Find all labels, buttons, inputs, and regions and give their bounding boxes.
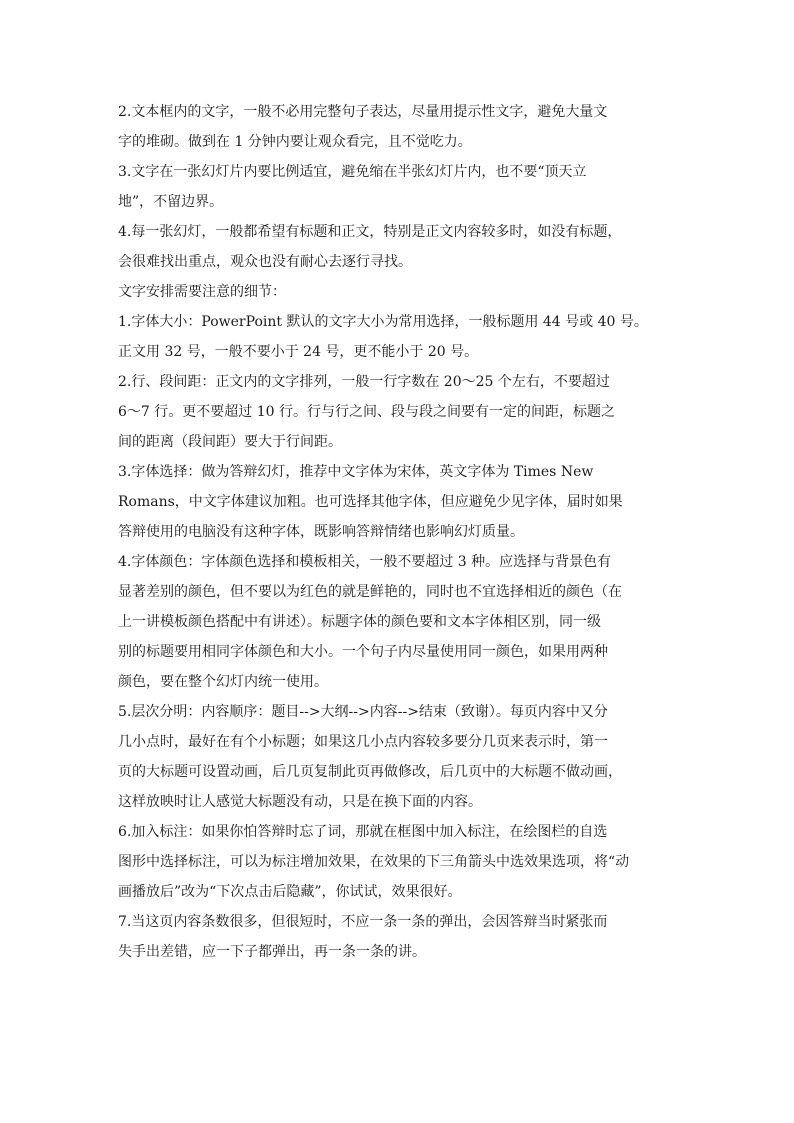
- text-line: 4.每一张幻灯，一般都希望有标题和正文，特别是正文内容较多时，如没有标题，: [118, 224, 622, 240]
- text-line: 6.加入标注：如果你怕答辩时忘了词，那就在框图中加入标注，在绘图栏的自选: [118, 824, 608, 840]
- text-line: Romans，中文字体建议加粗。也可选择其他字体，但应避免少见字体，届时如果: [118, 494, 623, 510]
- text-line: 上一讲模板颜色搭配中有讲述）。标题字体的颜色要和文本字体相区别，同一级: [118, 614, 601, 630]
- text-line: 4.字体颜色：字体颜色选择和模板相关，一般不要超过 3 种。应选择与背景色有: [118, 554, 612, 570]
- text-line: 会很难找出重点，观众也没有耐心去逐行寻找。: [118, 254, 412, 270]
- text-line: 1.字体大小：PowerPoint 默认的文字大小为常用选择，一般标题用 44 号或 40 号。: [118, 314, 648, 330]
- text-line: 这样放映时让人感觉大标题没有动，只是在换下面的内容。: [118, 794, 482, 810]
- text-line: 3.文字在一张幻灯片内要比例适宜，避免缩在半张幻灯片内，也不要“顶天立: [118, 164, 587, 180]
- text-line: 7.当这页内容条数很多，但很短时，不应一条一条的弹出，会因答辩当时紧张而: [118, 914, 608, 930]
- text-line: 别的标题要用相同字体颜色和大小。一个句子内尽量使用同一颜色，如果用两种: [118, 644, 608, 660]
- text-line: 显著差别的颜色，但不要以为红色的就是鲜艳的，同时也不宜选择相近的颜色（在: [118, 584, 622, 600]
- text-line: 颜色，要在整个幻灯内统一使用。: [118, 674, 328, 690]
- text-line: 图形中选择标注，可以为标注增加效果，在效果的下三角箭头中选效果选项，将“动: [118, 854, 630, 870]
- text-line: 3.字体选择：做为答辩幻灯，推荐中文字体为宋体，英文字体为 Times New: [118, 464, 594, 480]
- text-line: 页的大标题可设置动画，后几页复制此页再做修改，后几页中的大标题不做动画，: [118, 764, 622, 780]
- section-heading: 文字安排需要注意的细节：: [118, 284, 286, 300]
- text-line: 答辩使用的电脑没有这种字体，既影响答辩情绪也影响幻灯质量。: [118, 524, 524, 540]
- text-line: 地”，不留边界。: [118, 194, 224, 210]
- text-line: 2.文本框内的文字，一般不必用完整句子表达，尽量用提示性文字，避免大量文: [118, 104, 608, 120]
- text-line: 画播放后”改为“下次点击后隐藏”，你试试，效果很好。: [118, 884, 462, 900]
- text-line: 间的距离（段间距）要大于行间距。: [118, 434, 342, 450]
- document-body: [118, 97, 680, 967]
- text-line: 正文用 32 号，一般不要小于 24 号，更不能小于 20 号。: [118, 344, 479, 360]
- text-line: 失手出差错，应一下子都弹出，再一条一条的讲。: [118, 944, 426, 960]
- text-line: 字的堆砌。做到在 1 分钟内要让观众看完，且不觉吃力。: [118, 134, 472, 150]
- text-line: 6～7 行。更不要超过 10 行。行与行之间、段与段之间要有一定的间距，标题之: [118, 404, 615, 420]
- text-line: 5.层次分明：内容顺序：题目-->大纲-->内容-->结束（致谢）。每页内容中又分: [118, 704, 608, 720]
- text-line: 2.行、段间距：正文内的文字排列，一般一行字数在 20～25 个左右，不要超过: [118, 374, 610, 390]
- text-line: 几小点时，最好在有个小标题；如果这几小点内容较多要分几页来表示时，第一: [118, 734, 608, 750]
